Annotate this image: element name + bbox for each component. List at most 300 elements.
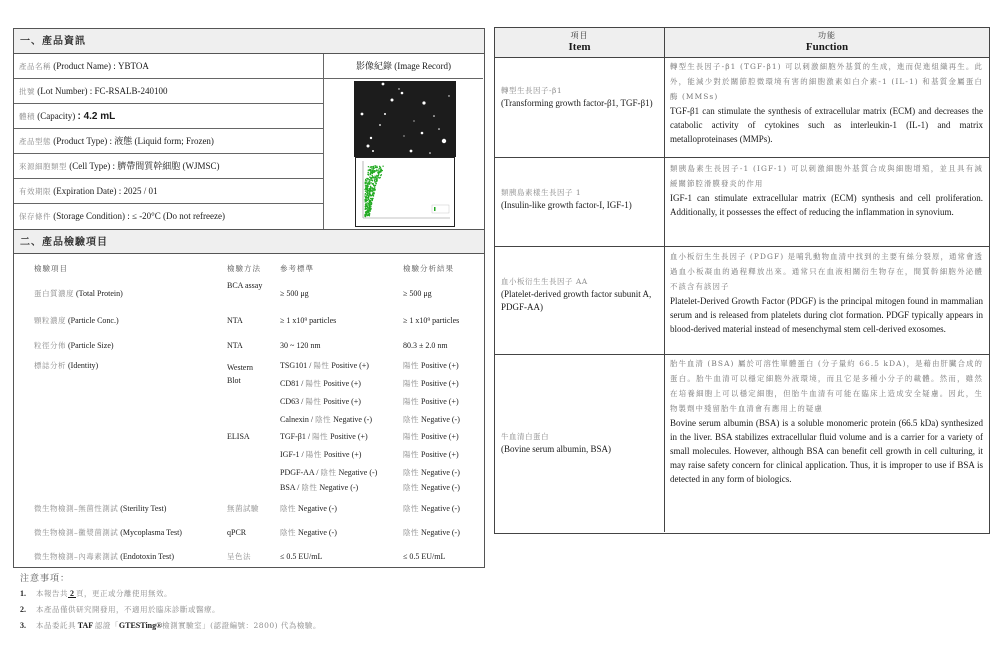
identity-reference (280, 397, 361, 407)
facs-dot (364, 189, 365, 190)
item-zh: 血小板衍生生長因子 AA (501, 277, 588, 286)
facs-dot (366, 178, 367, 179)
facs-dot (376, 178, 377, 179)
item-zh: 粒徑分佈 (34, 341, 66, 350)
function-item (501, 84, 659, 110)
value: : YBTOA (113, 61, 149, 71)
result-en: Positive (+) (421, 450, 459, 459)
identity-result (403, 450, 459, 460)
label-zh: 來源細胞類型 (19, 162, 67, 171)
item-en: (Endotoxin Test) (120, 552, 174, 561)
identity-reference (280, 468, 377, 478)
function-zh: 類胰島素生長因子-1 (IGF-1) 可以刺激細胞外基質合成與細胞增殖，並且具有減緩關節腔滑膜發炎的作用 (670, 164, 983, 188)
label-zh: 產品名稱 (19, 62, 51, 71)
item-zh: 轉型生長因子-β1 (501, 86, 563, 95)
reference-en: Negative (-) (338, 468, 378, 477)
method-nta-size: NTA (227, 341, 243, 350)
function-en: Bovine serum albumin (BSA) is a soluble monomeric protein (66.5 kDa) synthesized in the liver. BSA stabilizes extracellular fluid volume and is a carrier for a variety of small molecules. However, although BSA can benefit cell growth in cell culturing, it may raise safety concern for clinical application. Thus, it is improper to use if BSA is detected in any form of biologics. (670, 418, 983, 484)
facs-dot (369, 214, 370, 215)
reference-en: Negative (-) (319, 483, 359, 492)
facs-dot (374, 177, 375, 178)
facs-dot (373, 185, 374, 186)
facs-dot (368, 181, 369, 182)
item-en: (Insulin-like growth factor-I, IGF-1) (501, 200, 632, 210)
value: : 臍帶間質幹細胞 (WJMSC) (112, 161, 220, 171)
note-1 (20, 588, 172, 599)
facs-dot (365, 190, 366, 191)
facs-dot (365, 201, 366, 202)
facs-dot (370, 198, 371, 199)
item-zh: 蛋白質濃度 (34, 289, 74, 298)
reference-zh: 陽性 (312, 432, 329, 441)
nta-particle-image (354, 81, 456, 157)
facs-dot (370, 188, 371, 189)
note-2 (20, 604, 220, 615)
micro-test-method (227, 528, 246, 538)
facs-dot (370, 174, 371, 175)
product-report-panel (13, 28, 485, 568)
header-item-en: Item (568, 41, 591, 53)
note-3 (20, 620, 321, 631)
notes-title: 注意事項： (20, 574, 71, 584)
facs-dot (373, 192, 374, 193)
reference-zh: 陰性 (320, 468, 337, 477)
facs-dot (372, 170, 373, 171)
result-en: Negative (-) (421, 504, 460, 513)
facs-dot (370, 187, 371, 188)
image-record-column (323, 79, 483, 229)
function-row-tgf-b1 (495, 58, 989, 158)
method: qPCR (227, 528, 247, 537)
reference-particle-conc: ≥ 1 x10⁹ particles (280, 316, 337, 325)
result-zh: 陽性 (403, 432, 419, 441)
note-lab-name: GTESTing® (118, 621, 163, 630)
reference-zh: 陽性 (305, 379, 322, 388)
micro-test-result (403, 504, 460, 514)
facs-dots (364, 165, 384, 217)
facs-dot (377, 179, 378, 180)
result-zh: 陰性 (403, 504, 419, 513)
facs-dot (364, 195, 365, 196)
reference-zh: 陰性 (301, 483, 318, 492)
reference-en: Positive (+) (323, 450, 362, 459)
facs-dot (374, 179, 375, 180)
item-zh: 標誌分析 (34, 361, 66, 370)
identity-result (403, 361, 459, 371)
item-en: (Mycoplasma Test) (120, 528, 182, 537)
identity-reference (280, 483, 358, 493)
method: 無菌試驗 (227, 504, 259, 513)
facs-dot (372, 200, 373, 201)
nta-particles-graphic (354, 81, 456, 157)
micro-test-item (34, 504, 166, 514)
facs-dot (376, 176, 377, 177)
item-zh: 顆粒濃度 (34, 316, 66, 325)
reference-en: Positive (+) (323, 397, 361, 406)
facs-dot (371, 167, 372, 168)
item-zh: 微生物檢測–黴漿菌測試 (34, 528, 119, 537)
facs-dot (367, 195, 368, 196)
facs-dot (381, 171, 382, 172)
header-function-zh: 功能 (818, 31, 836, 40)
facs-dot (373, 190, 374, 191)
facs-dot (379, 170, 380, 171)
function-description (670, 161, 983, 219)
facs-dot (373, 167, 374, 168)
facs-dot (369, 200, 370, 201)
function-en: TGF-β1 can stimulate the synthesis of extracellular matrix (ECM) and decreases the catabolic activity of cytokines such as interleukin-1 (IL-1) and matrix metalloproteinases (MMPs). (670, 106, 983, 144)
header-result: 檢驗分析結果 (403, 264, 454, 273)
facs-dot (370, 182, 371, 183)
facs-dot (377, 175, 378, 176)
result-particle-conc: ≥ 1 x10⁹ particles (403, 316, 460, 325)
reference-en: Negative (-) (298, 504, 337, 513)
facs-dot (365, 207, 366, 208)
facs-dot (371, 168, 372, 169)
facs-dot (367, 174, 368, 175)
info-row-storage-condition (14, 204, 323, 229)
product-info-section-title: 一、產品資訊 (14, 29, 484, 54)
facs-dot (368, 172, 369, 173)
facs-dot (380, 175, 381, 176)
header-function-en: Function (805, 41, 849, 53)
facs-dot (365, 183, 366, 184)
marker-name: CD63 / (280, 397, 304, 406)
facs-dot (374, 170, 375, 171)
note-number: 2. (20, 605, 26, 614)
reference-en: Negative (-) (298, 528, 337, 537)
function-en: Platelet-Derived Growth Factor (PDGF) is the principal mitogen found in mammalian serum and is released from platelets during clot formation. PDGF typically appears in blood-derived material instead of mesenchymal stem cell-derived exosomes. (670, 296, 983, 334)
facs-dot (372, 175, 373, 176)
facs-dot (374, 187, 375, 188)
function-item (501, 275, 659, 314)
header-item-zh: 項目 (570, 31, 589, 40)
facs-dot (380, 168, 381, 169)
facs-dot (371, 177, 372, 178)
info-row-product-name (14, 54, 323, 79)
result-en: Positive (+) (421, 397, 459, 406)
marker-name: CD81 / (280, 379, 304, 388)
facs-dot (369, 176, 370, 177)
image-record-label: 影像紀錄 (Image Record) (323, 54, 483, 79)
reference-total-protein: ≥ 500 μg (280, 289, 309, 298)
header-reference: 參考標準 (280, 264, 314, 273)
identity-reference (280, 361, 369, 371)
facs-dot (376, 170, 377, 171)
facs-dot (373, 195, 374, 196)
facs-dot (370, 189, 371, 190)
value: : ≤ -20°C (Do not refreeze) (127, 211, 225, 221)
result-zh: 陽性 (403, 450, 419, 459)
function-en: IGF-1 can stimulate extracellular matrix (ECM) synthesis and cell proliferation. Additionally, it possesses the effect of reducing the inflammation in synovium. (670, 193, 983, 217)
facs-dot (370, 209, 371, 210)
facs-dot (366, 192, 367, 193)
result-zh: 陽性 (403, 361, 419, 370)
function-item (501, 430, 659, 456)
method: 呈色法 (227, 552, 251, 561)
item-zh: 微生物檢測–無菌性測試 (34, 504, 119, 513)
facs-dot (368, 212, 369, 213)
item-en: (Particle Size) (68, 341, 114, 350)
reference-zh: 陽性 (313, 361, 330, 370)
result-en: Negative (-) (421, 415, 460, 424)
item-en: (Total Protein) (76, 289, 123, 298)
facs-dot (374, 165, 375, 166)
value: : 2025 / 01 (118, 186, 158, 196)
facs-legend-swatch (434, 207, 436, 211)
facs-dot (374, 181, 375, 182)
reference-particle-size: 30 ~ 120 nm (280, 341, 321, 350)
note-text: 本品委託具 (36, 621, 76, 630)
facs-dot (369, 206, 370, 207)
result-en: Positive (+) (421, 432, 459, 441)
item-en: (Sterility Test) (120, 504, 167, 513)
reference-zh: 陰性 (280, 504, 296, 513)
note-text: 本產品僅供研究開發用，不適用於臨床診斷或醫療。 (36, 605, 220, 614)
header-function (664, 28, 989, 58)
identity-result (403, 379, 459, 389)
reference-zh: 陽性 (305, 450, 322, 459)
facs-dot (365, 199, 366, 200)
result-en: Negative (-) (421, 483, 460, 492)
test-row-identity (34, 361, 98, 371)
facs-dot (373, 168, 374, 169)
label-en: (Cell Type) (69, 161, 111, 171)
facs-dot (365, 180, 366, 181)
tests-section-title: 二、產品檢驗項目 (14, 229, 484, 254)
identity-result (403, 432, 459, 442)
marker-name: TGF-β1 / (280, 432, 311, 441)
facs-dot (371, 190, 372, 191)
facs-dot (380, 167, 381, 168)
micro-test-reference (280, 552, 322, 562)
facs-dot (369, 169, 370, 170)
note-number: 1. (20, 589, 26, 598)
facs-dot (368, 210, 369, 211)
reference-zh: 陰性 (315, 415, 332, 424)
facs-dot (368, 188, 369, 189)
test-row-total-protein (34, 289, 123, 299)
function-zh: 胎牛血清 (BSA) 屬於可溶性單體蛋白 (分子量約 66.5 kDA)，是藉由肝臟合成的蛋白。胎牛血清可以穩定細胞外液環境，而且它是多種小分子的載體。然而，雖然在培養細胞上可以穩定細胞，但胎牛血清有可能在臨床上造成安全疑慮。因此，生物製劑中殘留胎牛血清會有應用上的疑慮 (670, 359, 983, 413)
facs-dot (366, 214, 367, 215)
result-zh: 陽性 (403, 379, 419, 388)
identity-result (403, 468, 460, 478)
value: : 4.2 mL (77, 111, 116, 122)
identity-reference (280, 432, 368, 442)
facs-dot (365, 193, 366, 194)
result-total-protein: ≥ 500 μg (403, 289, 432, 298)
facs-dot (372, 198, 373, 199)
identity-reference (280, 415, 372, 425)
result-en: Positive (+) (421, 361, 459, 370)
facs-dot (367, 189, 368, 190)
test-row-particle-size (34, 341, 114, 351)
info-row-capacity (14, 104, 323, 129)
info-row-expiration-date (14, 179, 323, 204)
facs-dot (370, 200, 371, 201)
marker-name: Calnexin / (280, 415, 314, 424)
micro-test-item (34, 528, 182, 538)
label-zh: 保存條件 (19, 212, 51, 221)
facs-dot (368, 208, 369, 209)
marker-name: IGF-1 / (280, 450, 304, 459)
facs-dot (378, 172, 379, 173)
reference-en: Negative (-) (333, 415, 372, 424)
reference-zh: 陰性 (280, 528, 296, 537)
functions-table (494, 27, 990, 534)
method-bca: BCA assay (227, 281, 263, 290)
micro-test-reference (280, 528, 337, 538)
facs-dot (367, 206, 368, 207)
facs-dot (367, 186, 368, 187)
function-item (501, 186, 659, 212)
identity-result (403, 397, 459, 407)
result-zh: 陰性 (403, 483, 419, 492)
value: : FC-RSALB-240100 (89, 86, 168, 96)
facs-dot (369, 179, 370, 180)
label-en: (Expiration Date) (53, 186, 117, 196)
facs-dot (367, 184, 368, 185)
micro-test-item (34, 552, 174, 562)
label-en: (Capacity) (37, 111, 76, 121)
facs-dot (374, 176, 375, 177)
function-description (670, 249, 983, 336)
facs-dot (382, 166, 383, 167)
column-divider (664, 247, 665, 354)
header-item (495, 28, 664, 58)
facs-dot (367, 209, 368, 210)
facs-dot (366, 180, 367, 181)
column-divider (664, 355, 665, 532)
facs-dot (376, 166, 377, 167)
header-test-method: 檢驗方法 (227, 264, 261, 273)
item-en: (Transforming growth factor-β1, TGF-β1) (501, 98, 653, 108)
facs-dot (370, 191, 371, 192)
facs-dot (369, 184, 370, 185)
info-row-cell-type (14, 154, 323, 179)
reference-en: Positive (+) (331, 361, 369, 370)
note-page-count: 2 (68, 589, 76, 598)
facs-dot (365, 187, 366, 188)
info-row-lot-number (14, 79, 323, 104)
item-zh: 牛血清白蛋白 (501, 432, 549, 441)
reference-en: Positive (+) (330, 432, 368, 441)
item-zh: 類胰島素樣生長因子 1 (501, 188, 582, 197)
facs-dot (375, 179, 376, 180)
label-en: (Storage Condition) (53, 211, 125, 221)
reference-en: Positive (+) (323, 379, 361, 388)
note-text: 頁，更正或分離使用無效。 (76, 589, 172, 598)
label-en: (Lot Number) (37, 86, 88, 96)
test-row-particle-conc (34, 316, 119, 326)
facs-dot (370, 195, 371, 196)
label-zh: 產品型態 (19, 137, 51, 146)
micro-test-method (227, 552, 251, 562)
identity-result (403, 483, 460, 493)
reference-en: ≤ 0.5 EU/mL (280, 552, 323, 561)
facs-dot (376, 183, 377, 184)
info-row-product-type (14, 129, 323, 154)
result-en: Positive (+) (421, 379, 459, 388)
label-zh: 有效期限 (19, 187, 51, 196)
method-elisa: ELISA (227, 432, 250, 441)
item-en: (Particle Conc.) (68, 316, 119, 325)
facs-dot (369, 202, 370, 203)
facs-dot (372, 187, 373, 188)
facs-dot (366, 194, 367, 195)
micro-test-reference (280, 504, 337, 514)
facs-dot (369, 205, 370, 206)
identity-reference (280, 450, 361, 460)
function-zh: 轉型生長因子-β1 (TGF-β1) 可以刺激細胞外基質的生成，進而促進組織再生。此外，能減少對於關節腔微環境有害的細胞激素如白介素-1 (IL-1) 和基質金屬蛋白酶 (MMSs) (670, 62, 983, 101)
function-description (670, 59, 983, 146)
facs-dot (365, 206, 366, 207)
flow-cytometry-plot (355, 157, 455, 227)
facs-dot (366, 212, 367, 213)
marker-name: BSA / (280, 483, 300, 492)
label-zh: 批號 (19, 87, 35, 96)
facs-dot (371, 172, 372, 173)
result-zh: 陰性 (403, 468, 419, 477)
note-number: 3. (20, 621, 26, 630)
item-zh: 微生物檢測–內毒素測試 (34, 552, 119, 561)
marker-name: TSG101 / (280, 361, 312, 370)
value: : 液態 (Liquid form; Frozen) (109, 136, 214, 146)
facs-dot (364, 216, 365, 217)
label-zh: 體積 (19, 112, 35, 121)
function-description (670, 356, 983, 486)
reference-zh: 陽性 (305, 397, 322, 406)
function-zh: 血小板衍生生長因子 (PDGF) 是哺乳動物血清中找到的主要有絲分裂原，通常會透過血小板凝血的過程釋放出來。通常只在血液相關衍生物存在，間質幹細胞外泌體不該含有該因子 (670, 252, 983, 291)
facs-dot (374, 189, 375, 190)
facs-dot (372, 180, 373, 181)
function-row-igf-1 (495, 158, 989, 247)
item-en: (Platelet-derived growth factor subunit A, PDGF-AA) (501, 289, 652, 312)
function-row-pdgf-aa (495, 247, 989, 355)
method-nta-conc: NTA (227, 316, 243, 325)
identity-result (403, 415, 460, 425)
label-en: (Product Name) (53, 61, 111, 71)
flow-cytometry-scatter (356, 158, 453, 225)
identity-reference (280, 379, 361, 389)
result-particle-size: 80.3 ± 2.0 nm (403, 341, 448, 350)
result-en: Negative (-) (421, 468, 460, 477)
facs-dot (365, 212, 366, 213)
facs-dot (366, 203, 367, 204)
result-zh: 陰性 (403, 415, 419, 424)
marker-name: PDGF-AA / (280, 468, 319, 477)
result-zh: 陰性 (403, 528, 419, 537)
label-en: (Product Type) (53, 136, 108, 146)
item-en: (Identity) (68, 361, 99, 370)
note-taf: TAF (77, 621, 94, 630)
facs-dot (364, 215, 365, 216)
facs-dot (372, 183, 373, 184)
facs-dot (366, 197, 367, 198)
micro-test-result (403, 552, 445, 562)
column-divider (664, 58, 665, 157)
note-text: 本報告共 (36, 589, 68, 598)
facs-dot (366, 185, 367, 186)
facs-dot (368, 190, 369, 191)
facs-dot (368, 166, 369, 167)
note-text: 檢測實驗室」(認證編號：2800) 代為檢驗。 (162, 621, 321, 630)
column-divider (664, 158, 665, 246)
method-western-blot: Western Blot (227, 363, 254, 385)
note-text: 認證「 (94, 621, 119, 630)
facs-dot (368, 203, 369, 204)
facs-dot (369, 193, 370, 194)
